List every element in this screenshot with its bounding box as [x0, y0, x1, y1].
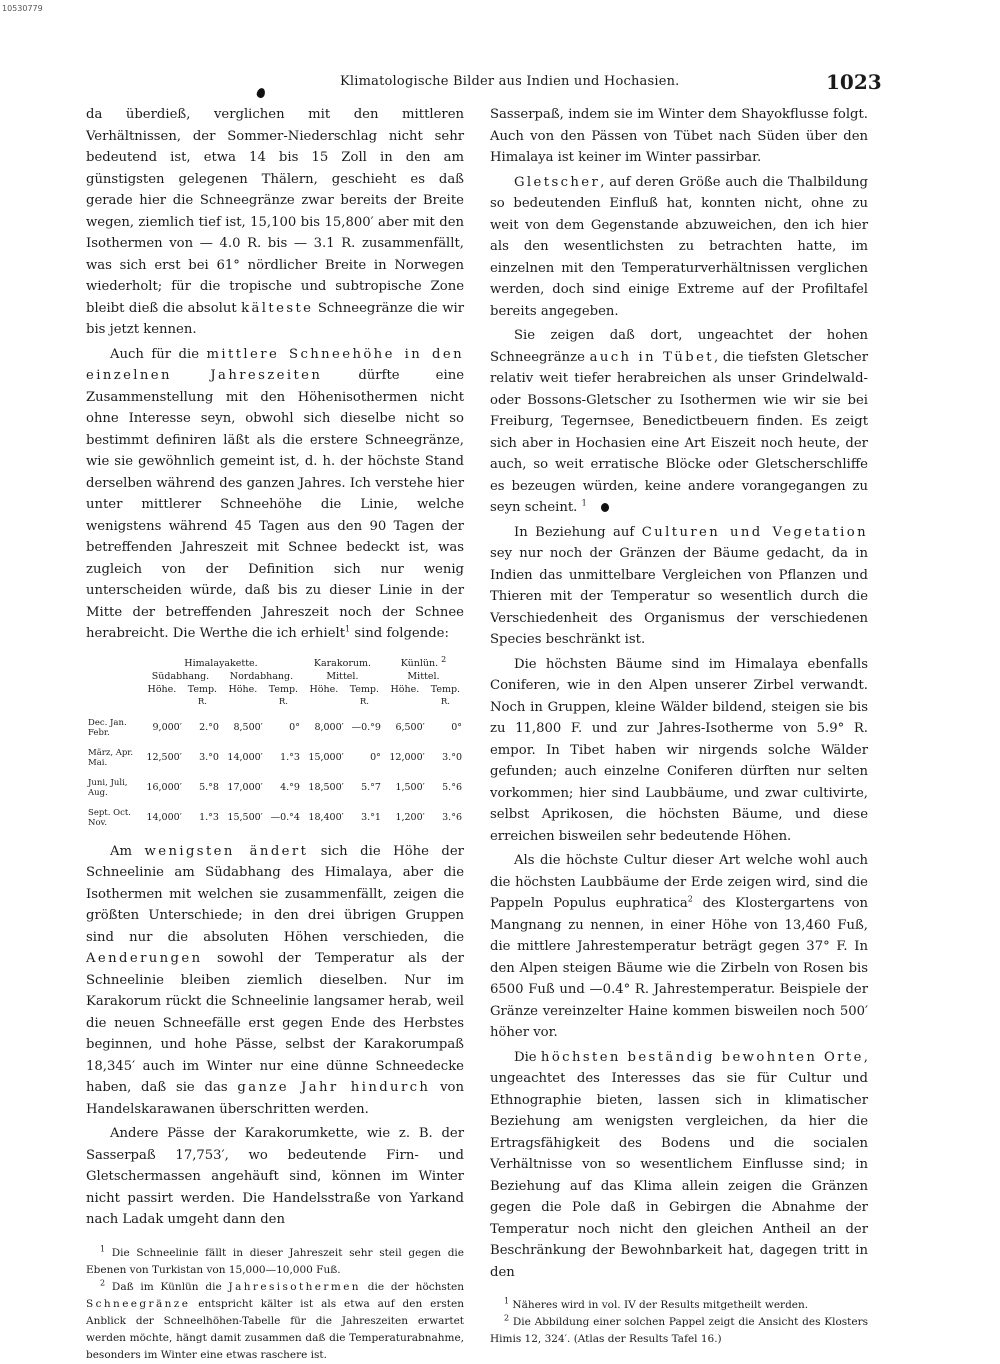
table-cell: 9,000′: [152, 722, 182, 733]
footnote-ref[interactable]: 2: [687, 894, 693, 904]
paragraph: Gletscher, auf deren Größe auch die Thalbildung so bedeutenden Einfluß hat, konnten nicht, ohne zu weit von dem Gegenstande abzuweichen, den ich hier als den wesentlichsten zu betrachten hatte, im einzelnen mit den Temperaturverhältnissen verglichen werden, doch sind einige Extreme auf der Profiltafel bereits angegeben.: [490, 174, 868, 319]
scan-id: 10530779: [2, 4, 43, 13]
table-unit: R.: [440, 696, 450, 707]
table-unit: R.: [197, 696, 207, 707]
paragraph: Sasserpaß, indem sie im Winter dem Shayokflusse folgt. Auch von den Pässen von Tübet nach Süden über den Himalaya ist keiner im Winter passirbar.: [490, 107, 868, 165]
paragraph: In Beziehung auf Culturen und Vegetation sey nur noch der Gränzen der Bäume gedacht, da in Indien das unmittelbare Vergleichen von Pflanzen und Thieren mit der Temperatur so wesentlich durch die Verschiedenheit des Organismus der verschiedenen Species beschränkt ist.: [490, 524, 868, 647]
table-cell: 16,000′: [146, 782, 182, 793]
footnote-ref[interactable]: 1: [345, 624, 351, 634]
left-column: [86, 104, 464, 1364]
running-title: Klimatologische Bilder aus Indien und Hochasien.: [340, 74, 680, 89]
right-column: [490, 104, 868, 1348]
table-unit: R.: [278, 696, 288, 707]
table-cell: 5.°6: [442, 782, 462, 793]
paragraph: Am wenigsten ändert sich die Höhe der Schneelinie am Südabhang des Himalaya, aber die Isothermen mit welchen sie zusammenfällt, zeigen die größten Unterschiede; in den drei übrigen Gruppen sind nur die absoluten Höhen verschieden, die Aenderungen sowohl der Temperatur als der Schneelinie bleiben ziemlich dieselben. Nur im Karakorum rückt die Schneelinie langsamer herab, weil die neuen Schneefälle erst gegen Ende des Herbstes beginnen, und hohe Pässe, selbst der Karakorumpaß 18,345′ auch im Winter nur eine dünne Schneedecke haben, daß sie das ganze Jahr hindurch von Handelskarawanen überschritten werden.: [86, 843, 464, 1117]
table-cell: 14,000′: [146, 812, 182, 823]
season-label: Juni, Juli, Aug.: [88, 777, 128, 798]
table-cell: 0°: [451, 722, 462, 733]
table-column-header: Temp.: [187, 683, 218, 695]
footnote: $^2$ Die Abbildung einer solchen Pappel zeigt die Ansicht des Klosters Himis 12, 324′. (Atlas der Results Tafel 16.): [490, 1313, 868, 1345]
table-cell: 17,000′: [227, 782, 263, 793]
table-cell: 3.°0: [442, 752, 462, 763]
table-cell: 0°: [289, 722, 300, 733]
table-cell: 8,500′: [233, 722, 263, 733]
table-cell: 5.°8: [199, 782, 219, 793]
table-cell: 15,500′: [227, 812, 263, 823]
table-cell: 12,000′: [389, 752, 425, 763]
ink-blot-icon: [256, 87, 267, 99]
snow-height-table: [86, 654, 464, 833]
table-subgroup-header: Nordabhang.: [229, 670, 294, 682]
season-label: März, Apr. Mai.: [88, 747, 134, 768]
table-row: [86, 743, 464, 773]
paragraph: Die höchsten Bäume sind im Himalaya ebenfalls Coniferen, wie in den Alpen unserer Zirbel verwandt. Noch in Gruppen, kleine Wälder bildend, steigen sie bis zu 11,800 F. und zur Jahres-Isotherme von 5.9° R. empor. In Tibet haben wir nirgends solche Wälder gefunden; auch einzelne Coniferen dürften nur selten vorkommen; hier sind Laubbäume, und zwar cultivirte, selbst Aprikosen, die höchsten Bäume, und diese erreichen bisweilen sehr bedeutende Höhen.: [490, 656, 868, 844]
paragraph: Auch für die mittlere Schneehöhe in den einzelnen Jahreszeiten dürfte eine Zusammenstellung mit den Höhenisothermen nicht ohne Interesse seyn, obwohl sich dieselbe nicht so bestimmt definiren läßt als die erstere Schneegränze, wie sie gewöhnlich gemeint ist, d. h. der höchste Stand derselben während des ganzen Jahres. Ich verstehe hier unter mittlerer Schneehöhe die Linie, welche wenigstens während 45 Tagen aus den 90 Tagen der betreffenden Jahreszeit mit Schnee bedeckt ist, was zugleich von der Definition sich nur wenig unterscheiden würde, daß bis zu dieser Linie in der Mitte der betreffenden Jahreszeit noch der Schnee herabreicht. Die Werthe die ich erhielt$^1$ sind folgende:: [86, 346, 464, 641]
footnotes: [490, 1297, 868, 1348]
ink-blot-icon: [601, 503, 609, 512]
table-cell: 4.°9: [280, 782, 300, 793]
table-cell: 3.°1: [361, 812, 381, 823]
paragraph: Die höchsten beständig bewohnten Orte, ungeachtet des Interesses das sie für Cultur und Ethnographie bieten, lassen sich in klimatischer Beziehung am wenigsten vergleichen, da hier die Ertragsfähigkeit des Bodens und die socialen Verhältnisse von so wesentlichem Einflusse sind; in Beziehung auf das Klima allein zeigen die Gränzen gegen die Pole daß in Gebirgen die Abnahme der Temperatur noch nicht den gleichen Antheil an der Beschränkung der Bewohnbarkeit hat, dagegen tritt in den: [490, 1049, 868, 1280]
table-cell: 18,400′: [308, 812, 344, 823]
table-cell: —0.°9: [351, 722, 381, 733]
paragraph: Sie zeigen daß dort, ungeachtet der hohen Schneegränze auch in Tübet, die tiefsten Gletscher relativ weit tiefer herabreichen als unser Grindelwald- oder Bossons-Gletscher zu Isothermen wie wir sie bei Freiburg, Tegernsee, Benedictbeuern finden. Es zeigt sich aber in Hochasien eine Art Eiszeit noch heute, der auch, so weit erratische Blöcke oder Gletscherschliffe es bezeugen würden, keine andere vorangegangen zu seyn scheint. $^1$: [490, 328, 868, 515]
season-label: Dec. Jan. Febr.: [88, 717, 127, 738]
table-cell: 1.°3: [280, 752, 300, 763]
table-column-header: Höhe.: [309, 683, 339, 695]
footnote-ref[interactable]: 1: [581, 498, 587, 508]
season-label: Sept. Oct. Nov.: [88, 807, 131, 828]
footnotes: [86, 1245, 464, 1364]
table-unit: R.: [359, 696, 369, 707]
table-group-header: Karakorum.: [313, 657, 372, 669]
table-cell: 3.°6: [442, 812, 462, 823]
table-cell: 1,200′: [395, 812, 425, 823]
table-cell: 0°: [370, 752, 381, 763]
table-cell: 1.°3: [199, 812, 219, 823]
table-column-header: Höhe.: [147, 683, 177, 695]
table-row: [86, 773, 464, 803]
table-cell: 18,500′: [308, 782, 344, 793]
table-subgroup-header: Mittel.: [326, 670, 359, 682]
table-cell: 8,000′: [314, 722, 344, 733]
page-number: 1023: [826, 70, 882, 94]
table-cell: 6,500′: [395, 722, 425, 733]
table-cell: 14,000′: [227, 752, 263, 763]
table-cell: 1,500′: [395, 782, 425, 793]
table-cell: 5.°7: [361, 782, 381, 793]
table-column-header: Höhe.: [390, 683, 420, 695]
table-subgroup-header: Südabhang.: [151, 670, 210, 682]
table-cell: 3.°0: [199, 752, 219, 763]
table-group-header: Himalayakette.: [184, 657, 258, 669]
table-column-header: Temp.: [268, 683, 299, 695]
table-subgroup-header: Mittel.: [407, 670, 440, 682]
footnote: $^2$ Daß im Künlün die Jahresisothermen die der höchsten Schneegränze entspricht kälter ist als etwa auf den ersten Anblick der Schneelhöhen-Tabelle für die Jahreszeiten erwartet werden möchte, hängt damit zusammen daß die Temperaturabnahme, besonders im Winter eine etwas raschere ist.: [86, 1278, 464, 1361]
table-column-header: Höhe.: [228, 683, 258, 695]
table-column-header: Temp.: [430, 683, 461, 695]
table-row: [86, 803, 464, 833]
paragraph: Andere Pässe der Karakorumkette, wie z. B. der Sasserpaß 17,753′, wo bedeutende Firn- und Gletschermassen angehäuft sind, können im Winter nicht passirt werden. Die Handelsstraße von Yarkand nach Ladak umgeht dann den: [86, 1126, 464, 1227]
table-cell: 15,000′: [308, 752, 344, 763]
table-cell: —0.°4: [270, 812, 300, 823]
table-group-header: Künlün. $^2$: [400, 654, 447, 669]
table-row: [86, 713, 464, 743]
footnote: $^1$ Die Schneelinie fällt in dieser Jahreszeit sehr steil gegen die Ebenen von Turkistan von 15,000—10,000 Fuß.: [86, 1244, 464, 1276]
paragraph: da überdieß, verglichen mit den mittleren Verhältnissen, der Sommer-Niederschlag nicht sehr bedeutend ist, etwa 14 bis 15 Zoll in den am günstigsten gelegenen Thälern, geschieht es daß gerade hier die Schneegränze zwar bereits der Breite wegen, ziemlich tief ist, 15,100 bis 15,800′ aber mit den Isothermen von — 4.0 R. bis — 3.1 R. zusammenfällt, was sich erst bei 61° nördlicher Breite in Norwegen wiederholt; für die tropische und subtropische Zone bleibt dieß die absolut kälteste Schneegränze die wir bis jetzt kennen.: [86, 107, 464, 337]
footnote: $^1$ Näheres wird in vol. IV der Results mitgetheilt werden.: [504, 1296, 809, 1311]
table-column-header: Temp.: [349, 683, 380, 695]
paragraph: Als die höchste Cultur dieser Art welche wohl auch die höchsten Laubbäume der Erde zeigen wird, sind die Pappeln Populus euphratica$^2$ des Klostergartens von Mangnang zu nennen, in einer Höhe von 13,460 Fuß, die mittlere Jahrestemperatur beträgt gegen 37° F. In den Alpen steigen Bäume wie die Zirbeln von Rosen bis 6500 Fuß und —0.4° R. Jahrestemperatur. Beispiele der Gränze vereinzelter Haine kommen bisweilen noch 500′ höher vor.: [490, 853, 868, 1040]
table-cell: 2.°0: [199, 722, 219, 733]
table-cell: 12,500′: [146, 752, 182, 763]
